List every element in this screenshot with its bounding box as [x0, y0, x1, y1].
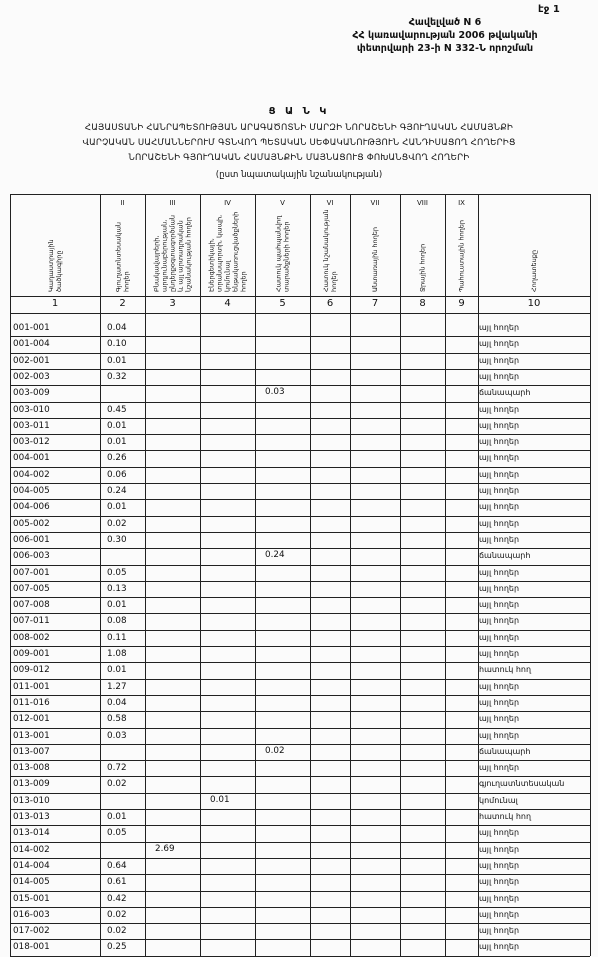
table-row-landuse: այլ հողեր	[479, 534, 520, 544]
column-number: 1	[51, 298, 59, 309]
table-top-rule	[10, 194, 590, 195]
table-row-agri-area: 0.02	[107, 779, 127, 790]
table-row-landuse: այլ հողեր	[479, 828, 520, 838]
column-header-9: Պահուստային հողեր	[457, 219, 466, 292]
appendix-block	[330, 16, 560, 55]
column-roman-numeral: II	[120, 199, 125, 207]
table-row-agri-area: 0.42	[107, 893, 127, 904]
table-row-landuse: այլ հողեր	[479, 893, 520, 903]
column-number: 6	[326, 298, 334, 309]
table-row-landuse: այլ հողեր	[479, 339, 520, 349]
column-header-6: Հատուկ նշանակության հողեր	[322, 209, 338, 292]
table-row-code: 002-001	[13, 355, 50, 366]
table-row-landuse: այլ հողեր	[479, 942, 520, 952]
table-row-code: 001-004	[13, 339, 50, 350]
table-row-agri-area: 0.02	[107, 909, 127, 920]
table-row-agri-area: 0.05	[107, 828, 127, 839]
table-row-agri-area: 0.01	[107, 600, 127, 611]
table-other-value: 0.24	[265, 550, 285, 561]
table-row-code: 017-002	[13, 926, 50, 937]
table-row-agri-area: 0.61	[107, 877, 127, 888]
table-row-code: 004-001	[13, 453, 50, 464]
table-row-code: 011-001	[13, 681, 50, 692]
table-row-code: 013-009	[13, 779, 50, 790]
column-number: 3	[169, 298, 176, 309]
table-row-code: 006-003	[13, 551, 50, 562]
column-header-1: Կադաստրային ծածկագիրը	[47, 239, 63, 292]
table-row-agri-area: 0.04	[107, 697, 127, 708]
table-row-code: 009-001	[13, 649, 50, 659]
table-other-value: 0.02	[265, 745, 285, 756]
table-row-code: 005-002	[13, 518, 50, 529]
table-row-landuse: այլ հողեր	[479, 763, 520, 773]
table-row-agri-area: 0.01	[107, 437, 127, 448]
table-row-code: 015-001	[13, 893, 50, 904]
table-row-landuse: այլ հողեր	[479, 926, 520, 936]
table-vertical-rule	[590, 194, 591, 956]
table-row-agri-area: 1.08	[107, 649, 127, 659]
table-row-code: 004-002	[13, 469, 50, 480]
appendix-line-2: ՀՀ կառավարության 2006 թվականի	[352, 30, 538, 41]
table-row-landuse: հատուկ հող	[479, 665, 532, 675]
column-header-8: Ջրային հողեր	[418, 243, 427, 292]
table-row-code: 012-001	[13, 714, 50, 725]
table-row-code: 007-001	[13, 567, 50, 578]
table-row-landuse: այլ հողեր	[479, 844, 520, 854]
column-header-4: Էներգետիկայի, տրանսպորտի, կապի, կոմունալ ենթակառուցվածքների հողեր	[207, 211, 248, 292]
table-row-landuse: այլ հողեր	[479, 697, 520, 707]
table-row-code: 007-008	[13, 600, 50, 611]
table-column-number-rule	[10, 296, 590, 297]
column-roman-numeral: VI	[326, 199, 334, 207]
table-row-landuse: այլ հողեր	[479, 453, 520, 463]
column-number: 8	[419, 298, 426, 309]
table-row-code: 002-003	[13, 371, 50, 382]
table-row-agri-area: 0.24	[107, 486, 127, 496]
table-row-landuse: այլ հողեր	[479, 567, 520, 577]
table-row-landuse: այլ հողեր	[479, 486, 520, 495]
column-roman-numeral: VII	[370, 199, 380, 207]
table-other-value: 2.69	[155, 843, 175, 854]
column-header-10: Հողատեսքը	[530, 249, 538, 292]
table-row-landuse: այլ հողեր	[479, 616, 520, 626]
table-row-agri-area: 0.25	[107, 942, 127, 953]
table-row-code: 013-007	[13, 746, 50, 757]
table-row-agri-area: 0.08	[107, 616, 127, 627]
table-other-value: 0.03	[265, 387, 285, 398]
table-row-agri-area: 0.45	[107, 404, 127, 415]
table-row-landuse: այլ հողեր	[479, 518, 520, 528]
column-roman-numeral: IX	[458, 199, 465, 207]
table-row-agri-area: 0.01	[107, 812, 127, 822]
heading-line-1: ՀԱՅԱՍՏԱՆԻ ՀԱՆՐԱՊԵՏՈՒԹՅԱՆ ԱՐԱԳԱԾՈՏՆԻ ՄԱՐԶԻ ՆՈՐԱՇԵՆԻ ԳՅՈՒՂԱԿԱՆ ՀԱՄԱՅՆՔԻ	[84, 123, 514, 133]
table-row-code: 008-002	[13, 632, 50, 643]
column-number: 4	[224, 298, 231, 309]
column-roman-numeral: III	[169, 199, 176, 207]
table-row-agri-area: 1.27	[107, 681, 127, 692]
table-row-code: 003-010	[13, 404, 50, 415]
table-row-agri-area: 0.10	[107, 339, 127, 350]
table-row-agri-area: 0.13	[107, 583, 127, 594]
table-row-landuse: այլ հողեր	[479, 600, 520, 610]
table-row-code: 014-005	[13, 877, 50, 888]
column-roman-numeral: VIII	[417, 199, 428, 207]
table-row-code: 004-006	[13, 502, 50, 513]
table-row-landuse: կոմունալ	[479, 795, 518, 805]
table-row-agri-area: 0.58	[107, 714, 127, 725]
list-title: Ց Ա Ն Կ	[268, 106, 330, 117]
column-roman-numeral: V	[280, 199, 285, 207]
table-row-landuse: այլ հողեր	[479, 583, 520, 593]
table-row-landuse: այլ հողեր	[479, 469, 520, 479]
table-row-landuse: այլ հողեր	[479, 502, 520, 512]
table-row-landuse: այլ հողեր	[479, 681, 520, 691]
table-row-agri-area: 0.64	[107, 860, 127, 871]
table-row-landuse: այլ հողեր	[479, 877, 520, 887]
appendix-line-1: Հավելված N 6	[408, 17, 482, 28]
table-row-landuse: այլ հողեր	[479, 730, 520, 740]
table-row-agri-area: 0.01	[107, 355, 127, 366]
table-row-landuse: այլ հողեր	[479, 420, 520, 430]
column-number: 9	[458, 298, 465, 309]
table-row-landuse: այլ հողեր	[479, 355, 520, 365]
column-header-7: Անտառային հողեր	[371, 227, 379, 292]
table-row-landuse: այլ հողեր	[479, 632, 520, 642]
column-header-3: Բնակավայրերի, արդյունաբերության, ընդերքօգտագործման և այլ արտադրական նշանակության հողեր	[152, 215, 193, 292]
table-row-agri-area: 0.04	[107, 323, 127, 333]
table-row-agri-area: 0.02	[107, 518, 127, 529]
table-row-code: 014-004	[13, 860, 50, 871]
table-row-landuse: ճանապարհ	[479, 388, 531, 398]
table-row-code: 011-016	[13, 697, 50, 708]
table-row-agri-area: 0.26	[107, 453, 127, 464]
table-row-agri-area: 0.02	[107, 926, 127, 937]
table-row-agri-area: 0.72	[107, 763, 127, 774]
table-row-code: 014-002	[13, 844, 50, 855]
table-row-agri-area: 0.01	[107, 502, 127, 513]
heading-line-2: ՎԱՐՉԱԿԱՆ ՍԱՀՄԱՆՆԵՐՈՒՄ ԳՏՆՎՈՂ ՊԵՏԱԿԱՆ ՍԵՓԱԿԱՆՈՒԹՅՈՒՆ ՀԱՆԴԻՍԱՑՈՂ ՀՈՂԵՐԻՑ	[82, 138, 516, 148]
table-row-landuse: այլ հողեր	[479, 714, 520, 724]
table-row-code: 013-014	[13, 828, 50, 839]
table-row-agri-area: 0.01	[107, 420, 127, 431]
table-row-agri-area: 0.05	[107, 567, 127, 578]
table-row-code: 013-008	[13, 763, 50, 774]
table-row-code: 003-009	[13, 388, 50, 399]
table-row-landuse: այլ հողեր	[479, 437, 520, 447]
table-header-bottom-rule	[10, 313, 590, 314]
heading-line-3: ՆՈՐԱՇԵՆԻ ԳՅՈՒՂԱԿԱՆ ՀԱՄԱՅՆՔԻՆ ՄԱՅՆԱՑՈՒՑ ՓՈԽԱՆՑՎՈՂ ՀՈՂԵՐԻ	[128, 153, 470, 163]
table-row-code: 007-011	[13, 616, 50, 627]
table-row-landuse: այլ հողեր	[479, 323, 520, 332]
table-row-agri-area: 0.06	[107, 469, 127, 480]
table-other-value: 0.01	[210, 794, 230, 805]
table-row-code: 018-001	[13, 942, 50, 953]
column-number: 7	[371, 298, 379, 309]
table-row-code: 009-012	[13, 665, 50, 676]
column-number: 5	[279, 298, 286, 309]
table-row-landuse: այլ հողեր	[479, 649, 520, 658]
table-row-agri-area: 0.11	[107, 632, 127, 643]
table-row-landuse: այլ հողեր	[479, 371, 520, 381]
column-roman-numeral: IV	[224, 199, 231, 207]
table-row-landuse: հատուկ հող	[479, 812, 532, 821]
table-row-code: 003-011	[13, 420, 50, 431]
table-row-agri-area: 0.03	[107, 730, 127, 741]
column-header-5: Հատուկ պահպանվող տարածքների հողեր	[274, 215, 291, 292]
table-row-landuse: այլ հողեր	[479, 860, 520, 870]
table-row-landuse: գյուղատնտեսական	[479, 779, 565, 789]
table-row-code: 004-005	[13, 486, 50, 496]
table-row-landuse: ճանապարհ	[479, 746, 531, 756]
table-row-agri-area: 0.01	[107, 665, 127, 676]
table-row-code: 016-003	[13, 909, 50, 920]
table-row-agri-area: 0.32	[107, 371, 127, 382]
table-row-landuse: այլ հողեր	[479, 909, 520, 919]
table-row-code: 003-012	[13, 437, 50, 448]
column-number: 10	[527, 298, 541, 309]
appendix-line-3: փետրվարի 23-ի N 332-Ն որոշման	[356, 43, 534, 54]
table-row-agri-area: 0.30	[107, 534, 127, 545]
table-row-code: 006-001	[13, 534, 50, 545]
table-row-code: 001-001	[13, 323, 50, 333]
document-heading	[8, 121, 590, 166]
table-row-code: 007-005	[13, 583, 50, 594]
column-header-2: Գյուղատնտեսական հողեր	[114, 222, 131, 292]
table-row-code: 013-013	[13, 812, 50, 822]
column-number: 2	[119, 298, 126, 309]
table-row-landuse: այլ հողեր	[479, 404, 520, 414]
table-row-code: 013-001	[13, 730, 50, 741]
table-row-code: 013-010	[13, 795, 50, 806]
document-subheading: (ըստ նպատակային նշանակության)	[215, 170, 383, 180]
table-row-landuse: ճանապարհ	[479, 551, 531, 561]
page-number: էջ 1	[538, 4, 560, 15]
